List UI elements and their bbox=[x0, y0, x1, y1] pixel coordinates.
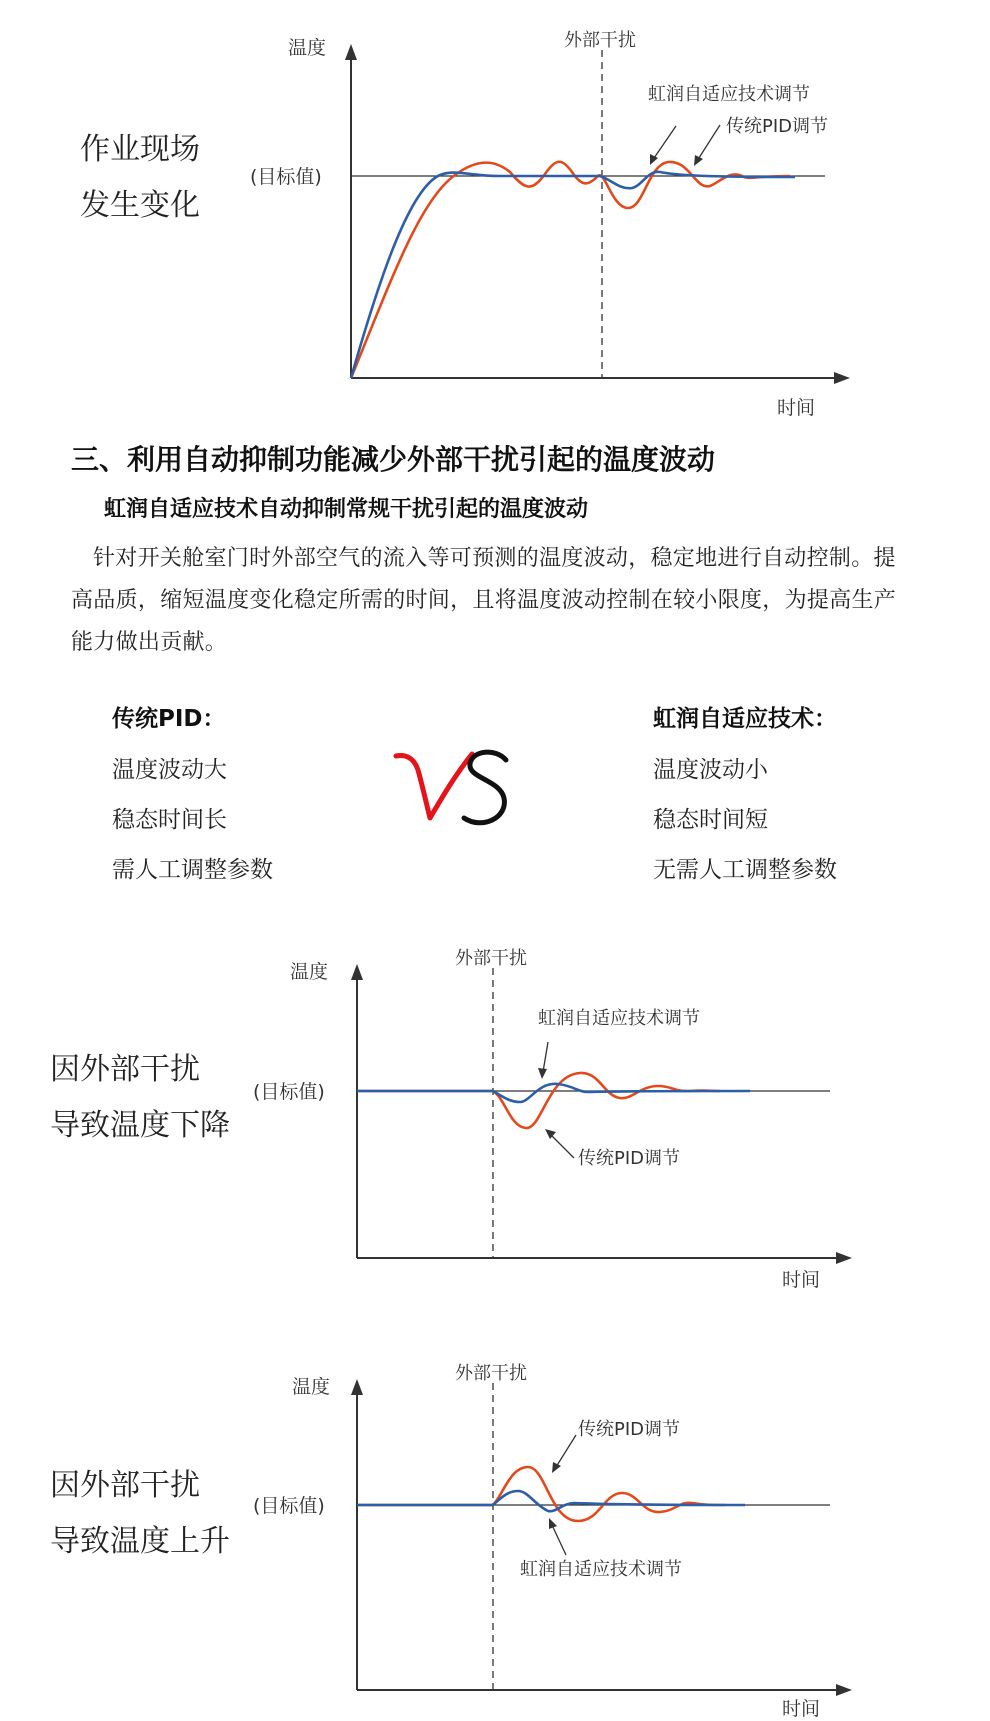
section-paragraph: 针对开关舱室门时外部空气的流入等可预测的温度波动，稳定地进行自动控制。提高品质，缩短温度变化稳定所需的时间，且将温度波动控制在较小限度，为提高生产能力做出贡献。 bbox=[71, 546, 897, 655]
adaptive-item: 稳态时间短 bbox=[653, 807, 768, 833]
adaptive-item: 温度波动小 bbox=[653, 757, 768, 783]
adaptive-label: 虹润自适应技术调节 bbox=[538, 1008, 700, 1029]
pid-label: 传统PID调节 bbox=[578, 1419, 681, 1440]
adaptive-curve bbox=[357, 1491, 745, 1511]
chart-2-plot bbox=[0, 920, 990, 1300]
pid-item: 稳态时间长 bbox=[112, 807, 227, 833]
y-axis-arrow bbox=[351, 964, 363, 980]
vs-mark bbox=[388, 740, 518, 840]
y-axis-arrow bbox=[345, 44, 357, 60]
y-axis-arrow bbox=[351, 1379, 363, 1395]
adaptive-pointer-head bbox=[549, 1518, 557, 1529]
pid-pointer bbox=[550, 1134, 574, 1158]
pid-curve bbox=[351, 162, 790, 378]
caption-line: 作业现场 bbox=[80, 132, 200, 167]
section-title: 三、利用自动抑制功能减少外部干扰引起的温度波动 bbox=[71, 443, 716, 476]
y-axis-label: 温度 bbox=[290, 961, 329, 983]
pid-pointer-head bbox=[552, 1462, 561, 1473]
pid-pointer bbox=[556, 1435, 576, 1467]
chart-3-plot bbox=[0, 1335, 990, 1721]
adaptive-pointer-head bbox=[538, 1068, 547, 1079]
vs-letter-v bbox=[396, 754, 472, 818]
x-axis-arrow bbox=[836, 1684, 852, 1696]
y-axis-label: 温度 bbox=[288, 37, 327, 59]
pid-item: 需人工调整参数 bbox=[112, 857, 273, 883]
pid-label: 传统PID调节 bbox=[726, 116, 829, 137]
target-label: (目标值) bbox=[250, 166, 322, 188]
disturbance-label: 外部干扰 bbox=[455, 1363, 527, 1384]
adaptive-label: 虹润自适应技术调节 bbox=[520, 1559, 682, 1580]
adaptive-pointer bbox=[543, 1042, 548, 1072]
pid-item: 温度波动大 bbox=[112, 757, 227, 783]
x-axis-label: 时间 bbox=[782, 1269, 821, 1291]
vs-letter-s bbox=[464, 752, 506, 823]
pid-curve bbox=[357, 1467, 725, 1521]
adaptive-curve bbox=[351, 172, 795, 378]
adaptive-pointer bbox=[552, 1525, 566, 1555]
x-axis-label: 时间 bbox=[782, 1698, 821, 1720]
pid-pointer-head bbox=[694, 155, 703, 166]
pid-curve bbox=[357, 1073, 720, 1128]
chart-1-plot bbox=[0, 0, 990, 420]
caption-line: 导致温度上升 bbox=[50, 1524, 230, 1559]
target-label: (目标值) bbox=[253, 1495, 325, 1517]
disturbance-label: 外部干扰 bbox=[564, 30, 636, 51]
adaptive-pointer-head bbox=[650, 154, 658, 165]
y-axis-label: 温度 bbox=[292, 1376, 331, 1398]
x-axis-label: 时间 bbox=[777, 397, 816, 419]
caption-line: 因外部干扰 bbox=[50, 1468, 200, 1503]
disturbance-label: 外部干扰 bbox=[455, 948, 527, 969]
adaptive-item: 无需人工调整参数 bbox=[653, 857, 837, 883]
adaptive-pointer bbox=[652, 126, 676, 161]
adaptive-label: 虹润自适应技术调节 bbox=[648, 84, 810, 105]
target-label: (目标值) bbox=[253, 1081, 325, 1103]
pid-heading: 传统PID： bbox=[112, 706, 226, 732]
caption-line: 发生变化 bbox=[80, 188, 200, 223]
pid-pointer bbox=[697, 125, 720, 161]
x-axis-arrow bbox=[834, 372, 850, 384]
pid-label: 传统PID调节 bbox=[578, 1148, 681, 1169]
caption-line: 导致温度下降 bbox=[50, 1108, 230, 1143]
adaptive-heading: 虹润自适应技术： bbox=[653, 706, 837, 732]
section-subtitle: 虹润自适应技术自动抑制常规干扰引起的温度波动 bbox=[104, 497, 589, 522]
x-axis-arrow bbox=[836, 1252, 852, 1264]
caption-line: 因外部干扰 bbox=[50, 1052, 200, 1087]
